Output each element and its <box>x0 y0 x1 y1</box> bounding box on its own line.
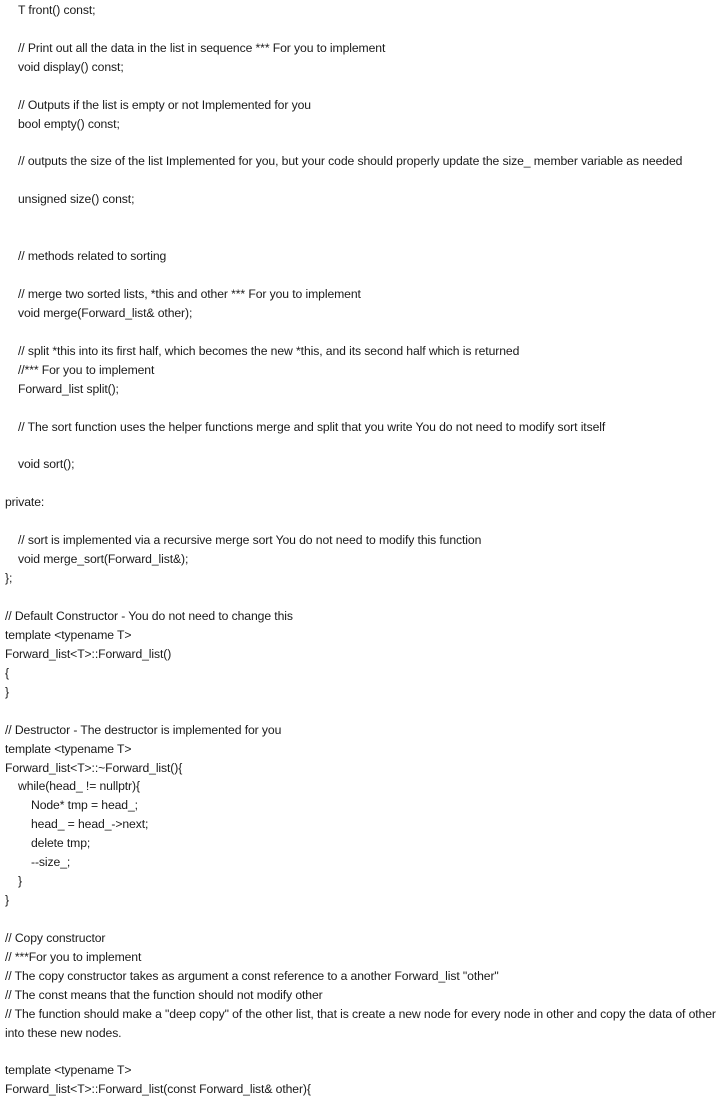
code-line: } <box>5 685 9 699</box>
code-line: void merge_sort(Forward_list&); <box>18 552 189 566</box>
code-comment: // sort is implemented via a recursive merge sort You do not need to modify this function <box>18 533 482 547</box>
code-line: --size_; <box>31 855 71 869</box>
code-line: head_ = head_->next; <box>31 817 149 831</box>
code-line: delete tmp; <box>31 836 91 850</box>
code-comment: // The const means that the function should not modify other <box>5 988 323 1002</box>
access-specifier: private: <box>5 495 45 509</box>
code-line: template <typename T> <box>5 742 132 756</box>
code-comment: //*** For you to implement <box>18 363 155 377</box>
code-comment: // The copy constructor takes as argument a const reference to a another Forward_list "other" <box>5 969 499 983</box>
code-comment: // Destructor - The destructor is implemented for you <box>5 723 282 737</box>
code-comment: // Copy constructor <box>5 931 106 945</box>
code-comment: // The function should make a "deep copy" of the other list, that is create a new node for every node in other and copy the data of other into these new nodes. <box>5 1007 716 1040</box>
code-line: Forward_list<T>::Forward_list() <box>5 647 172 661</box>
code-comment: // outputs the size of the list Implemented for you, but your code should properly update the size_ member variable as needed <box>18 154 683 168</box>
code-comment: // Outputs if the list is empty or not Implemented for you <box>18 98 311 112</box>
code-line: void display() const; <box>18 60 124 74</box>
code-line: void sort(); <box>18 457 75 471</box>
code-comment: // Default Constructor - You do not need to change this <box>5 609 293 623</box>
code-line: }; <box>5 571 13 585</box>
code-comment: // Print out all the data in the list in sequence *** For you to implement <box>18 41 386 55</box>
code-line: template <typename T> <box>5 1063 132 1077</box>
code-line: bool empty() const; <box>18 117 120 131</box>
code-comment: // split *this into its first half, which becomes the new *this, and its second half which is returned <box>18 344 520 358</box>
code-comment: // merge two sorted lists, *this and other *** For you to implement <box>18 287 361 301</box>
code-line: { <box>5 666 9 680</box>
code-line: } <box>18 874 22 888</box>
code-comment: // ***For you to implement <box>5 950 142 964</box>
code-comment: // methods related to sorting <box>18 249 167 263</box>
code-comment: // The sort function uses the helper functions merge and split that you write You do not need to modify sort itself <box>18 420 606 434</box>
code-line: } <box>5 893 9 907</box>
code-line: while(head_ != nullptr){ <box>18 779 140 793</box>
code-line: Forward_list<T>::Forward_list(const Forward_list& other){ <box>5 1082 311 1096</box>
code-line: Node* tmp = head_; <box>31 798 138 812</box>
code-line: unsigned size() const; <box>18 192 135 206</box>
code-line: Forward_list split(); <box>18 382 119 396</box>
code-line: void merge(Forward_list& other); <box>18 306 193 320</box>
code-line: template <typename T> <box>5 628 132 642</box>
code-line: Forward_list<T>::~Forward_list(){ <box>5 761 183 775</box>
code-line: T front() const; <box>18 3 96 17</box>
